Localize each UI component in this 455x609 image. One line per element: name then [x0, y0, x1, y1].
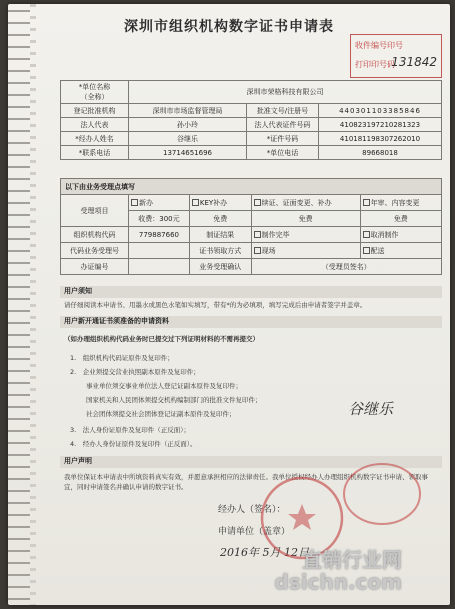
- checkbox-icon: [131, 199, 138, 206]
- cert-method-label: 证书领取方式: [189, 243, 251, 259]
- result-label: 制证结果: [189, 227, 251, 243]
- method-delivery[interactable]: 配送: [360, 243, 441, 259]
- legal-rep-value: 孙小玲: [129, 118, 247, 132]
- legal-id-label: 法人代表证件号码: [247, 118, 319, 132]
- agent-sign-label: 经办人（签名）：: [218, 505, 286, 515]
- binding-holes: [30, 4, 36, 605]
- agent-name-value: 谷继乐: [129, 132, 247, 146]
- seal-label: 申请单位（盖章）: [218, 527, 291, 537]
- office-number-label: 办证编号: [61, 259, 129, 275]
- company-name-value: 深圳市荣格科技有限公司: [129, 81, 442, 104]
- receipt-number-box: [350, 34, 442, 78]
- office-number-value[interactable]: [129, 259, 190, 275]
- checkbox-icon: [254, 231, 261, 238]
- contract-seal: [340, 452, 424, 536]
- method-onsite[interactable]: 现场: [251, 243, 360, 259]
- material-item-1: 1. 组织机构代码证原件及复印件；: [70, 354, 174, 362]
- business-header: 以下由业务受理点填写: [61, 179, 442, 195]
- notice-header: 用户须知: [60, 286, 442, 298]
- checkbox-icon: [192, 199, 199, 206]
- phone-value: 13714651696: [129, 146, 247, 160]
- watermark-url: dsichn.com: [274, 570, 402, 594]
- material-item-6: 3. 法人身份证原件及复印件（正反面）；: [70, 426, 190, 434]
- agent-name-label: *经办人姓名: [61, 132, 129, 146]
- result-cancel[interactable]: 取消制作: [360, 227, 441, 243]
- checkbox-icon: [254, 199, 261, 206]
- fee-value: 收费：300元: [129, 211, 190, 227]
- unit-phone-label: *单位电话: [247, 146, 319, 160]
- option-renew[interactable]: 续证、证面变更、补办: [251, 195, 360, 211]
- legal-id-value: 410823197210281323: [319, 118, 442, 132]
- application-date: 2016年 5月 12日: [220, 546, 309, 559]
- material-item-2: 2. 企业须提交营业执照副本原件及复印件；: [70, 368, 200, 376]
- business-table: [60, 178, 442, 275]
- stamp-box-line2: 打印印号码: [355, 60, 395, 69]
- application-form-sheet: [8, 4, 450, 605]
- org-code-value: 779887660: [129, 227, 190, 243]
- watermark-cn: 直销行业网: [302, 548, 402, 572]
- stamp-box-line1: 收件编号印号: [355, 41, 403, 50]
- operator-label: 代码业务受理号: [61, 243, 129, 259]
- unit-phone-value: 89668018: [319, 146, 442, 160]
- phone-label: *联系电话: [61, 146, 129, 160]
- legal-rep-label: 法人代表: [61, 118, 129, 132]
- service-type-label: 受理项目: [61, 195, 129, 227]
- binding-spiral: [8, 4, 30, 605]
- material-item-5: 社会团体须提交社会团体登记证副本原件及复印件；: [86, 410, 236, 418]
- materials-header: 用户新开通证书须准备的申请资料: [60, 316, 442, 328]
- materials-subheader: （如办理组织机构代码业务时已提交过下列证明材料的不需再提交）: [64, 335, 259, 343]
- doc-number-value: 440301103385846: [319, 104, 442, 118]
- declaration-text: 我单位保证本申请表中所填资料真实有效，并愿意承担相应的法律责任。我单位授权经办人办理组织机构数字证书申请、领取事宜，同时申请签名并确认申请的数字证书。: [64, 473, 428, 491]
- checkbox-icon: [363, 231, 370, 238]
- id-number-value: 410181198307262010: [319, 132, 442, 146]
- checkbox-icon: [363, 247, 370, 254]
- declaration-header: 用户声明: [60, 456, 442, 468]
- notice-text: 请仔细阅读本申请书、用墨水或黑色水笔如实填写，带有*的为必填项，填写完成后由申请者签字并盖章。: [64, 301, 367, 309]
- org-code-label: 组织机构代码: [61, 227, 129, 243]
- receipt-number: 131842: [391, 55, 437, 69]
- option-new[interactable]: 新办: [129, 195, 190, 211]
- checkbox-icon: [254, 247, 261, 254]
- fee-free-2: 免费: [251, 211, 360, 227]
- handwritten-signature: 谷继乐: [348, 400, 394, 418]
- checkbox-icon: [363, 199, 370, 206]
- confirm-value: （受理员签名）: [251, 259, 441, 275]
- operator-value[interactable]: [129, 243, 190, 259]
- doc-number-label: 批准文号/注册号: [247, 104, 319, 118]
- fee-free-1: 免费: [189, 211, 251, 227]
- fee-free-3: 免费: [360, 211, 441, 227]
- approval-agency-value: 深圳市市场监督管理局: [129, 104, 247, 118]
- applicant-info-table: [60, 80, 442, 160]
- page-title: 深圳市组织机构数字证书申请表: [124, 19, 334, 35]
- material-item-3: 事业单位须交事业单位法人登记证副本原件及复印件；: [86, 382, 242, 390]
- approval-agency-label: 登记批准机构: [61, 104, 129, 118]
- option-annual[interactable]: 年审、内容变更: [360, 195, 441, 211]
- confirm-label: 业务受理确认: [189, 259, 251, 275]
- company-name-label: *单位名称 （全称）: [61, 81, 129, 104]
- id-number-label: *证件号码: [247, 132, 319, 146]
- material-item-7: 4. 经办人身份证原件及复印件（正反面）。: [70, 440, 197, 448]
- option-key-reissue[interactable]: KEY补办: [189, 195, 251, 211]
- material-item-4: 国家机关和人民团体须提交机构编制部门的批准文件复印件；: [86, 396, 262, 404]
- result-done[interactable]: 制作完毕: [251, 227, 360, 243]
